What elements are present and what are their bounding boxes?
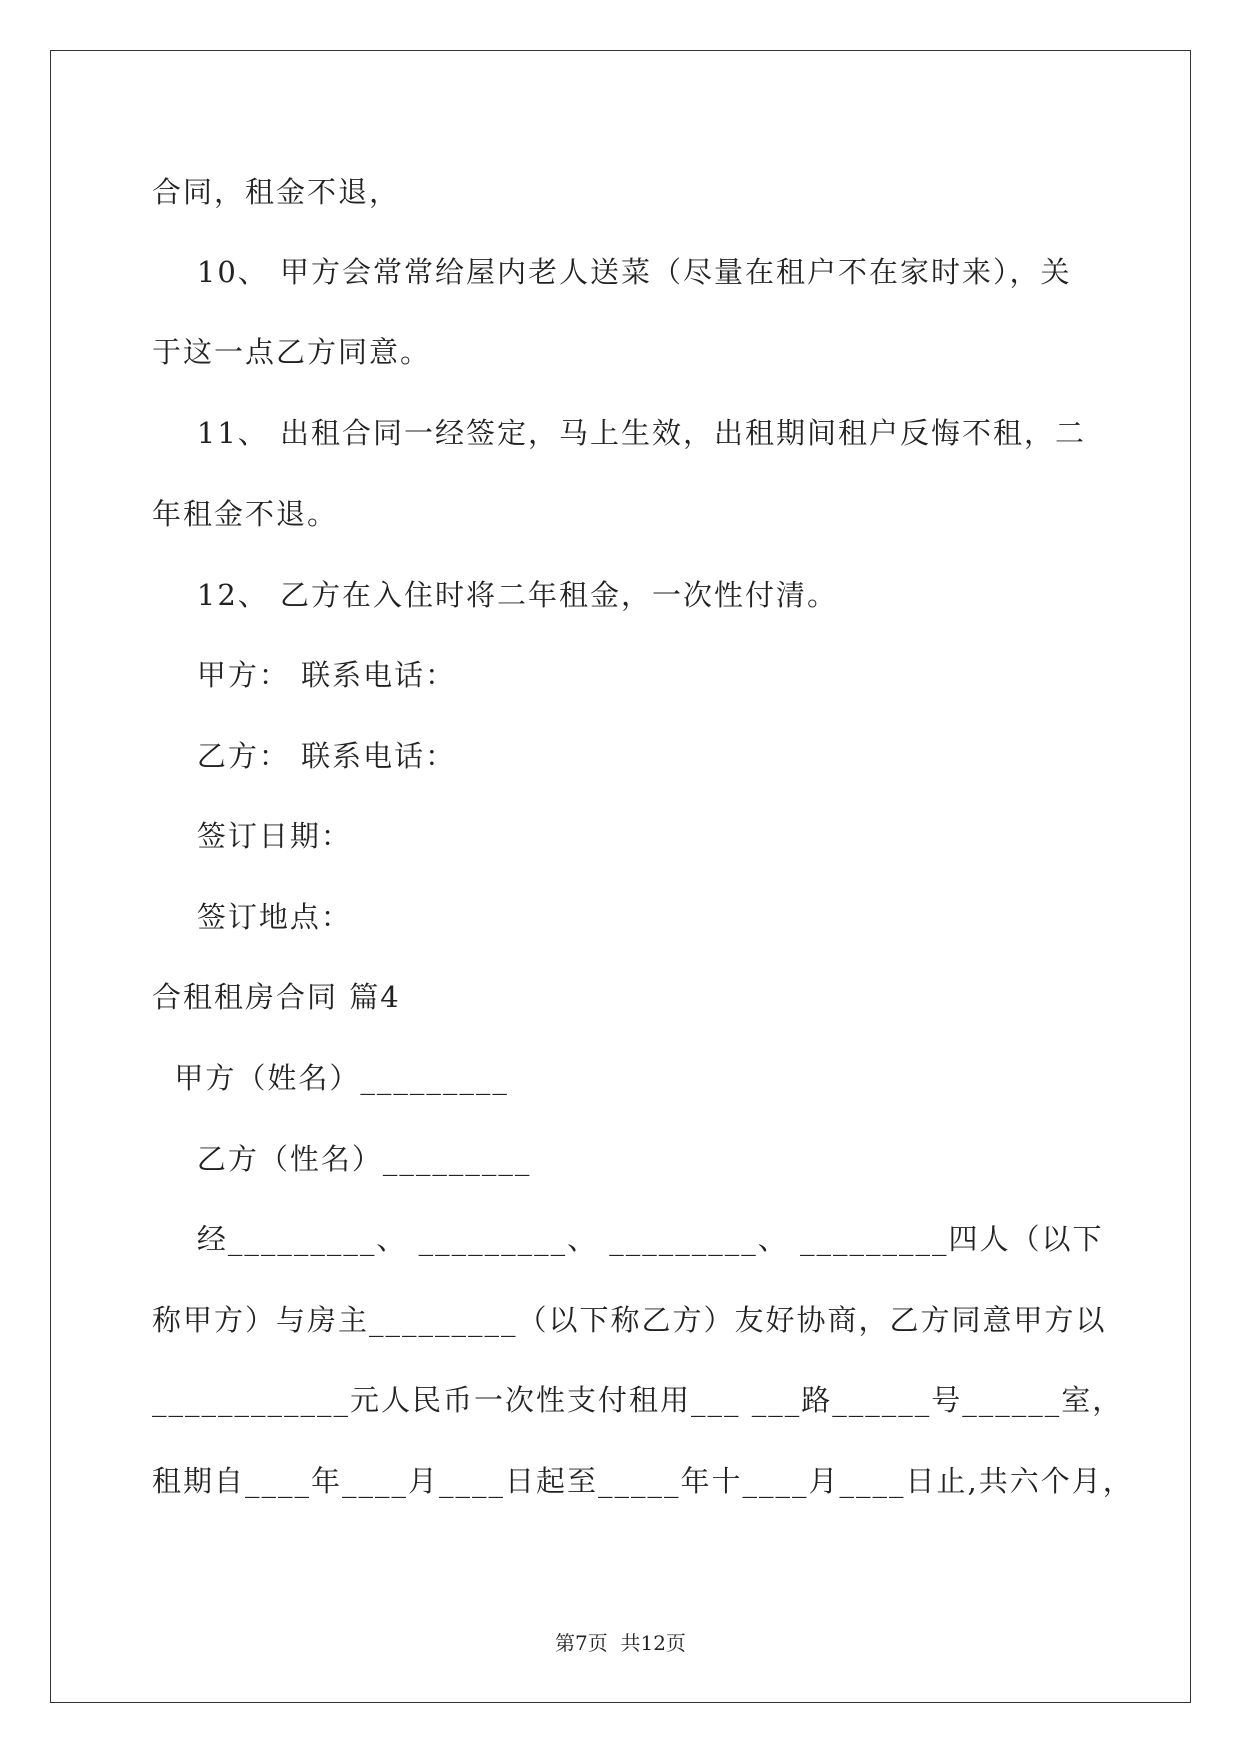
text-line-8: 乙方： 联系电话：: [152, 739, 457, 773]
text-line-13: 乙方（性名）_________: [152, 1142, 532, 1176]
text-line-9: 签订日期：: [152, 819, 352, 853]
text-line-15: 称甲方）与房主_________（以下称乙方）友好协商，乙方同意甲方以: [152, 1303, 1107, 1337]
text-line-5: 年租金不退。: [152, 497, 339, 531]
text-line-1: 合同，租金不退，: [152, 175, 401, 209]
text-line-14: 经_________、 _________、 _________、 _________四人（以下: [152, 1222, 1104, 1256]
text-line-10: 签订地点：: [152, 900, 352, 934]
section-heading: 合租租房合同 篇4: [152, 980, 401, 1014]
page-number-footer: 第7页 共12页: [555, 1631, 686, 1655]
text-line-12: 甲方（姓名）_________: [152, 1061, 509, 1095]
text-line-2: 10、 甲方会常常给屋内老人送菜（尽量在租户不在家时来），关: [152, 255, 1072, 289]
text-line-4: 11、 出租合同一经签定，马上生效，出租期间租户反悔不租，二: [152, 416, 1086, 450]
text-line-6: 12、 乙方在入住时将二年租金，一次性付清。: [152, 578, 838, 612]
text-line-3: 于这一点乙方同意。: [152, 335, 432, 369]
text-line-17: 租期自____年____月____日起至_____年十____月____日止,共六个月，: [152, 1464, 1134, 1498]
page-border: [50, 50, 1191, 1703]
text-line-7: 甲方： 联系电话：: [152, 658, 457, 692]
text-line-16: ____________元人民币一次性支付租用___ ___路______号______室，: [152, 1383, 1124, 1417]
